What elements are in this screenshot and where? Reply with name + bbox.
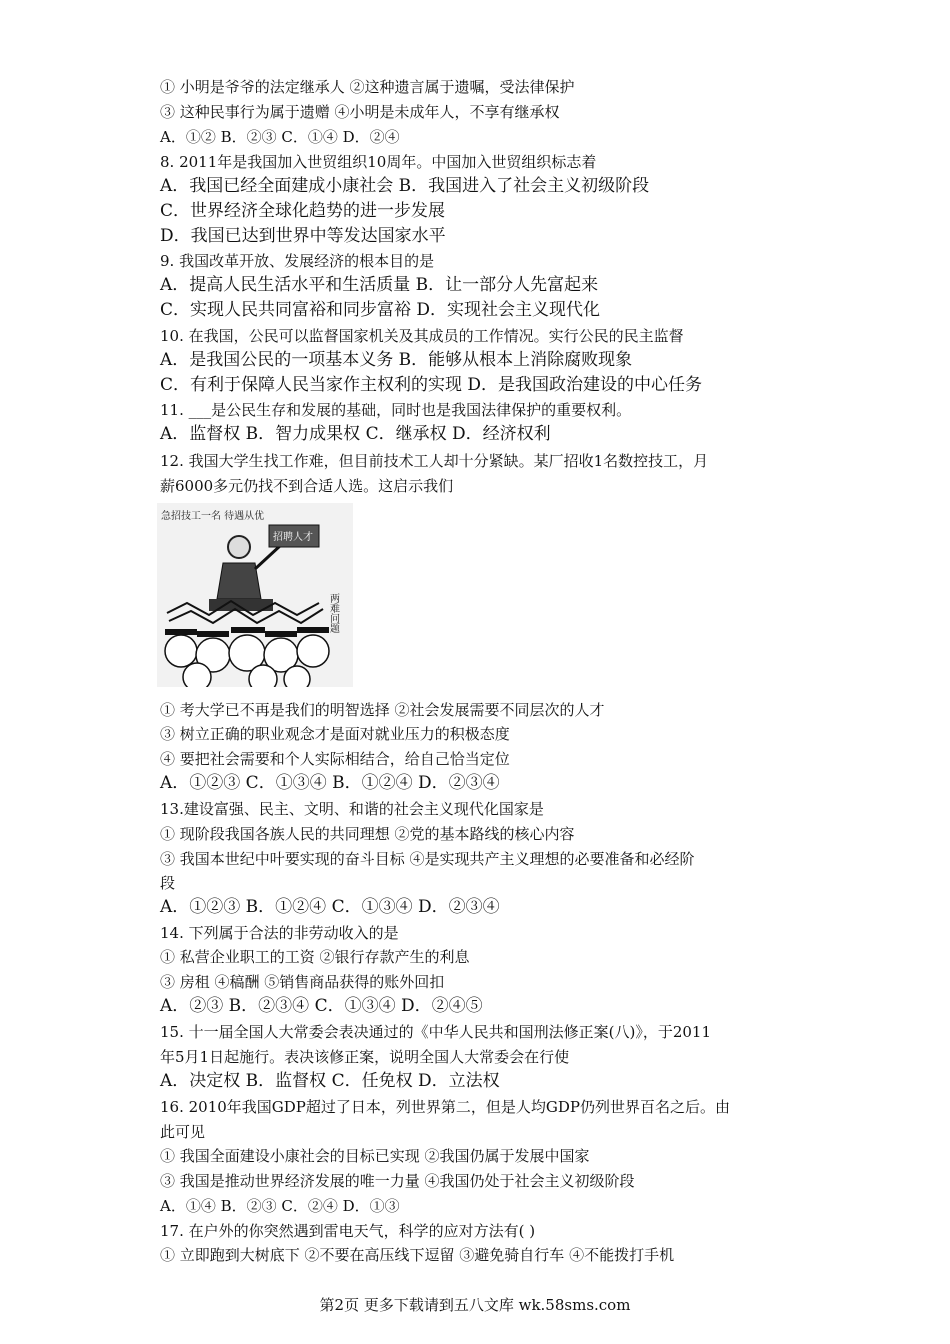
text-line: ③ 这种民事行为属于遗赠 ④小明是未成年人，不享有继承权 [160,103,560,121]
answer-options: A．提高人民生活水平和生活质量 B．让一部分人先富起来 [160,275,599,295]
answer-options: A．我国已经全面建成小康社会 B．我国进入了社会主义初级阶段 [160,176,650,196]
text-line: ④ 要把社会需要和个人实际相结合，给自己恰当定位 [160,750,510,768]
question-14: 14. 下列属于合法的非劳动收入的是 [160,924,399,942]
question-9: 9. 我国改革开放、发展经济的根本目的是 [160,252,435,270]
cartoon-svg [157,503,353,687]
text-line: 年5月1日起施行。表决该修正案，说明全国人大常委会在行使 [160,1048,570,1066]
text-line: 薪6000多元仍找不到合适人选。这启示我们 [160,477,454,495]
question-16: 16. 2010年我国GDP超过了日本，列世界第二，但是人均GDP仍列世界百名之后。由 [160,1098,731,1116]
answer-options: A．①②③ B．①②④ C．①③④ D．②③④ [160,897,500,917]
answer-options: A．①② B．②③ C．①④ D．②④ [160,128,400,146]
text-line: ① 现阶段我国各族人民的共同理想 ②党的基本路线的核心内容 [160,825,575,843]
answer-options: A．监督权 B．智力成果权 C．继承权 D．经济权利 [160,424,551,444]
text-line: ① 我国全面建设小康社会的目标已实现 ②我国仍属于发展中国家 [160,1147,590,1165]
answer-options: C．世界经济全球化趋势的进一步发展 [160,201,446,221]
question-8: 8. 2011年是我国加入世贸组织10周年。中国加入世贸组织标志着 [160,153,597,171]
text-line: ③ 树立正确的职业观念才是面对就业压力的积极态度 [160,725,510,743]
answer-options: A．①④ B．②③ C．②④ D．①③ [160,1197,400,1215]
text-line: 此可见 [160,1123,206,1141]
text-line: ③ 我国是推动世界经济发展的唯一力量 ④我国仍处于社会主义初级阶段 [160,1172,635,1190]
page-footer: 第2页 更多下载请到五八文库 wk.58sms.com [319,1296,631,1314]
text-line: ③ 房租 ④稿酬 ⑤销售商品获得的账外回扣 [160,973,445,991]
recruit-sign: 招聘人才 [273,532,313,543]
answer-options: C．实现人民共同富裕和同步富裕 D．实现社会主义现代化 [160,300,601,320]
question-12: 12. 我国大学生找工作难，但目前技术工人却十分紧缺。某厂招收1名数控技工，月 [160,452,709,470]
answer-options: A．是我国公民的一项基本义务 B．能够从根本上消除腐败现象 [160,350,633,370]
answer-options: A．②③ B．②③④ C．①③④ D．②④⑤ [160,996,483,1016]
text-line: ① 立即跑到大树底下 ②不要在高压线下逗留 ③避免骑自行车 ④不能拨打手机 [160,1246,675,1264]
text-line: ③ 我国本世纪中叶要实现的奋斗目标 ④是实现共产主义理想的必要准备和必经阶 [160,850,695,868]
text-line: ① 考大学已不再是我们的明智选择 ②社会发展需要不同层次的人才 [160,701,605,719]
answer-options: A．决定权 B．监督权 C．任免权 D．立法权 [160,1071,500,1091]
text-line: 段 [160,874,176,892]
cartoon-illustration [157,503,353,687]
question-11: 11. ___是公民生存和发展的基础，同时也是我国法律保护的重要权利。 [160,401,632,419]
answer-options: C．有利于保障人民当家作主权利的实现 D．是我国政治建设的中心任务 [160,375,703,395]
question-10: 10. 在我国，公民可以监督国家机关及其成员的工作情况。实行公民的民主监督 [160,327,684,345]
question-15: 15. 十一届全国人大常委会表决通过的《中华人民共和国刑法修正案(八)》，于2011 [160,1023,712,1041]
cartoon-caption: 急招技工一名 待遇从优 [161,511,265,522]
answer-options: D．我国已达到世界中等发达国家水平 [160,226,446,246]
question-17: 17. 在户外的你突然遇到雷电天气，科学的应对方法有( ) [160,1222,536,1240]
cartoon-side-text: 两难问题 [327,593,339,633]
question-13: 13.建设富强、民主、文明、和谐的社会主义现代化国家是 [160,800,544,818]
answer-options: A．①②③ C．①③④ B．①②④ D．②③④ [160,773,500,793]
text-line: ① 私营企业职工的工资 ②银行存款产生的利息 [160,948,470,966]
text-line: ① 小明是爷爷的法定继承人 ②这种遗言属于遗嘱，受法律保护 [160,78,575,96]
